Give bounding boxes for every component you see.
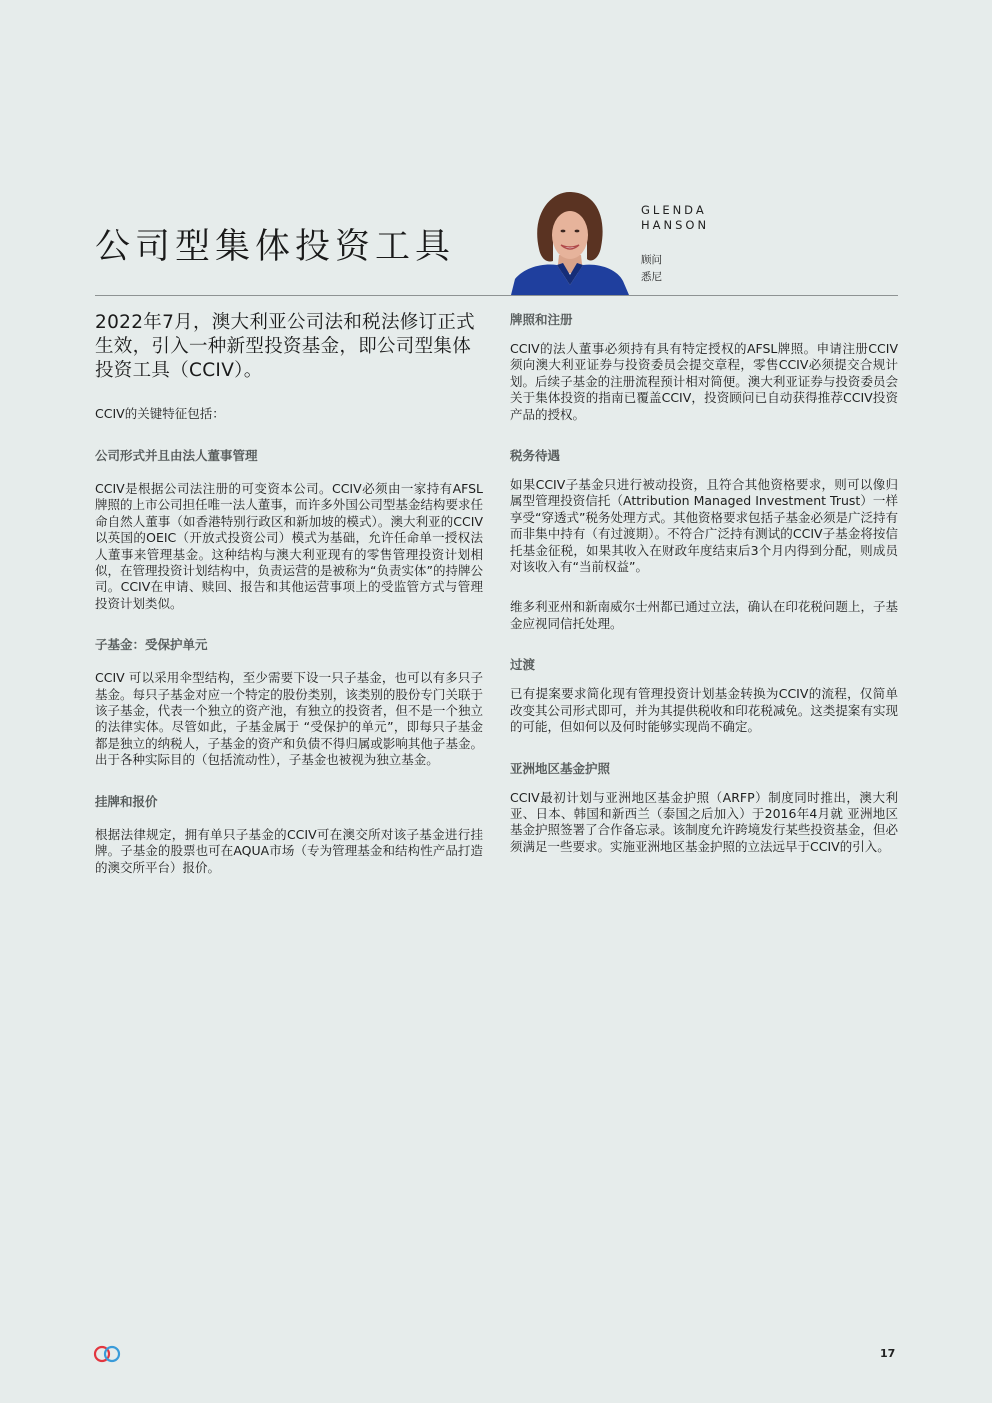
author-location: 悉尼	[641, 271, 662, 283]
section-heading-transition: 过渡	[510, 657, 536, 673]
section-body-tax-stamp-duty: 维多利亚州和新南威尔士州都已通过立法，确认在印花税问题上，子基金应视同信托处理。	[510, 599, 898, 631]
section-heading-sub-funds: 子基金：受保护单元	[95, 637, 208, 653]
section-heading-asia-passport: 亚洲地区基金护照	[510, 760, 611, 776]
lead-paragraph: 2022年7月，澳大利亚公司法和税法修订正式生效，引入一种新型投资基金，即公司型集体投资工具（CCIV）。	[95, 312, 475, 381]
interlocking-rings-logo-icon	[92, 1344, 126, 1364]
page-title: 公司型集体投资工具	[95, 227, 456, 267]
section-heading-licensing: 牌照和注册	[510, 312, 573, 327]
section-heading-tax: 税务待遇	[510, 448, 561, 464]
section-body-tax: 如果CCIV子基金只进行被动投资，且符合其他资格要求，则可以像归属型管理投资信托（Attribution Managed Investment Trust）一样享受“穿透式”税务处理方式。其他资格要求包括子基金必须是广泛持有而非集中持有（有过渡期）。不符合广泛持有测试的CCIV子基金将按信托基金征税，如果其收入在财政年度结束后3个月内得到分配，则成员对该收入有“当前权益”。	[510, 477, 898, 575]
author-name	[641, 203, 709, 233]
section-body-corporate-form: CCIV是根据公司法注册的可变资本公司。CCIV必须由一家持有AFSL牌照的上市公司担任唯一法人董事，而许多外国公司型基金结构要求任命自然人董事（如香港特别行政区和新加坡的模式）。澳大利亚的CCIV以英国的OEIC（开放式投资公司）模式为基础，允许任命单一授权法人董事来管理基金。这种结构与澳大利亚现有的零售管理投资计划相似，在管理投资计划结构中，负责运营的是被称为“负责实体”的持牌公司。CCIV在申请、赎回、报告和其他运营事项上的受监管方式与管理投资计划类似。	[95, 481, 483, 611]
intro-text: CCIV的关键特征包括：	[95, 406, 225, 421]
section-body-transition: 已有提案要求简化现有管理投资计划基金转换为CCIV的流程，仅简单改变其公司形式即可，并为其提供税收和印花税减免。这类提案有实现的可能，但如何以及何时能够实现尚不确定。	[510, 686, 898, 735]
left-column	[95, 311, 483, 900]
section-body-listing: 根据法律规定，拥有单只子基金的CCIV可在澳交所对该子基金进行挂牌。子基金的股票也可在AQUA市场（专为管理基金和结构性产品打造的澳交所平台）报价。	[95, 826, 483, 875]
section-heading-corporate-form: 公司形式并且由法人董事管理	[95, 448, 258, 463]
header-divider	[95, 295, 898, 296]
page-number: 17	[880, 1347, 896, 1360]
author-portrait	[511, 189, 629, 295]
section-body-asia-passport: CCIV最初计划与亚洲地区基金护照（ARFP）制度同时推出，澳大利亚、日本、韩国和新西兰（泰国之后加入）于2016年4月就 亚洲地区基金护照签署了合作备忘录。该制度允许跨境发行某些投资基金，但必须满足一些要求。实施亚洲地区基金护照的立法远早于CCIV的引入。	[510, 789, 898, 854]
section-body-licensing: CCIV的法人董事必须持有具有特定授权的AFSL牌照。申请注册CCIV须向澳大利亚证券与投资委员会提交章程，零售CCIV必须提交合规计划。后续子基金的注册流程预计相对简便。澳大利亚证券与投资委员会关于集体投资的指南已覆盖CCIV，投资顾问已自动获得推荐CCIV投资产品的授权。	[510, 341, 898, 422]
section-body-sub-funds: CCIV 可以采用伞型结构，至少需要下设一只子基金，也可以有多只子基金。每只子基金对应一个特定的股份类别，该类别的股份专门关联于该子基金，代表一个独立的资产池，有独立的投资者，但不是一个独立的法律实体。尽管如此，子基金属于 “受保护的单元”，即每只子基金都是独立的纳税人，子基金的资产和负债不得归属或影响其他子基金。出于各种实际目的（包括流动性），子基金也被视为独立基金。	[95, 670, 483, 768]
section-heading-listing: 挂牌和报价	[95, 793, 158, 809]
author-role: 顾问	[641, 254, 662, 266]
author-first-name: GLENDA	[641, 203, 707, 217]
right-column	[510, 311, 898, 879]
author-last-name: HANSON	[641, 218, 710, 232]
author-details	[641, 252, 662, 286]
